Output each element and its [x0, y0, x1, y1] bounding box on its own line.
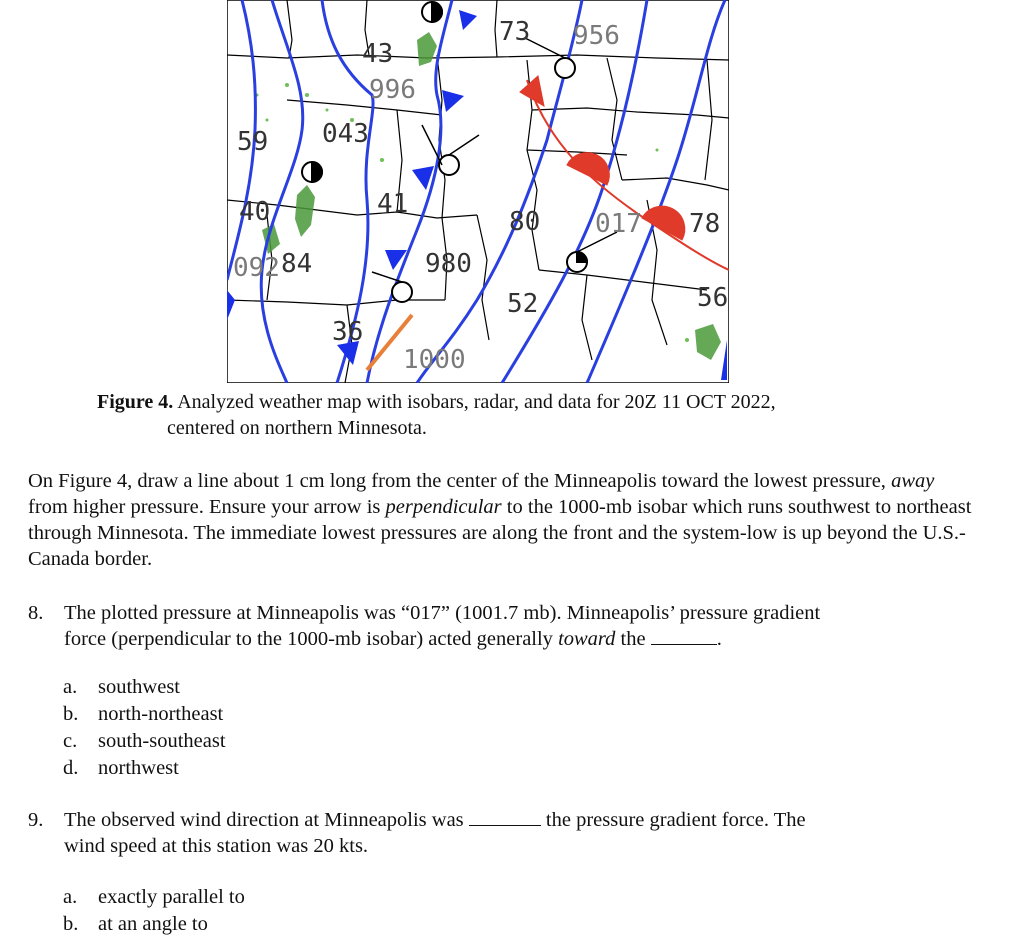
question-8-number: 8. [28, 602, 44, 624]
instructions-paragraph [28, 468, 978, 572]
pressure-label-1000: 1000 [403, 345, 466, 375]
station-temp-56: 56 [697, 283, 729, 313]
station-temp-73: 73 [499, 17, 531, 47]
question-9-line2: wind speed at this station was 20 kts. [64, 835, 369, 857]
caption-text-line2: centered on northern Minnesota. [167, 417, 427, 439]
question-9-text [64, 807, 806, 859]
caption-label: Figure 4. [97, 391, 174, 413]
option-9b[interactable]: b. at an angle to [63, 913, 208, 935]
station-pressure-092: 092 [233, 253, 280, 283]
option-8d[interactable]: d. northwest [63, 757, 179, 779]
question-8-answer-blank[interactable] [651, 626, 717, 645]
station-temp-41: 41 [377, 189, 409, 219]
station-temp-78: 78 [689, 209, 721, 239]
weather-map-figure [227, 0, 729, 383]
station-temp-36: 36 [332, 317, 364, 347]
instructions-text-2: from higher pressure. Ensure your arrow is [28, 496, 386, 518]
option-8c[interactable]: c. south-southeast [63, 730, 226, 752]
station-temp-84: 84 [281, 249, 313, 279]
question-8-options [63, 674, 226, 782]
question-9-answer-blank[interactable] [469, 807, 541, 826]
question-9-line1a: The observed wind direction at Minneapolis was [64, 809, 464, 831]
instructions-emphasis-perpendicular: perpendicular [385, 496, 502, 518]
pressure-label-996: 996 [369, 75, 416, 105]
option-8b[interactable]: b. north-northeast [63, 703, 224, 725]
question-9-options [63, 884, 245, 938]
station-pressure-043: 043 [322, 119, 369, 149]
question-9-line1b: the pressure gradient force. The [545, 809, 806, 831]
question-9-number: 9. [28, 809, 44, 831]
question-8-line2a: force (perpendicular to the 1000-mb isobar) acted generally [64, 628, 559, 650]
option-9a[interactable]: a. exactly parallel to [63, 886, 245, 908]
figure-caption [97, 389, 917, 441]
pressure-label-956: 956 [573, 21, 620, 51]
station-pressure-017: 017 [595, 209, 642, 239]
question-8-line2d: . [716, 628, 722, 650]
station-temp-43: 43 [362, 39, 394, 69]
option-8a[interactable]: a. southwest [63, 676, 180, 698]
instructions-text-3: to the 1000-mb isobar which runs southwest to northeast through Minnesota. The immediate lowest pressures are along the front and the system-low is up beyond the U.S.-Canada border. [28, 496, 972, 570]
station-temp-59: 59 [237, 127, 269, 157]
question-9 [28, 807, 988, 861]
question-8-text [64, 600, 820, 652]
station-temp-52: 52 [507, 289, 539, 319]
question-8-line2c: the [615, 628, 646, 650]
station-temp-80: 80 [509, 207, 541, 237]
question-8-line1: The plotted pressure at Minneapolis was “017” (1001.7 mb). Minneapolis’ pressure gradient [64, 602, 821, 624]
station-temp-40: 40 [239, 197, 271, 227]
question-8-emphasis-toward: toward [558, 628, 616, 650]
instructions-emphasis-away: away [891, 470, 935, 492]
pressure-label-980: 980 [425, 249, 472, 279]
caption-text: Analyzed weather map with isobars, radar, and data for 20Z 11 OCT 2022, [173, 391, 776, 413]
instructions-text-1: On Figure 4, draw a line about 1 cm long from the center of the Minneapolis toward the lowest pressure, [28, 470, 892, 492]
question-8 [28, 600, 988, 654]
